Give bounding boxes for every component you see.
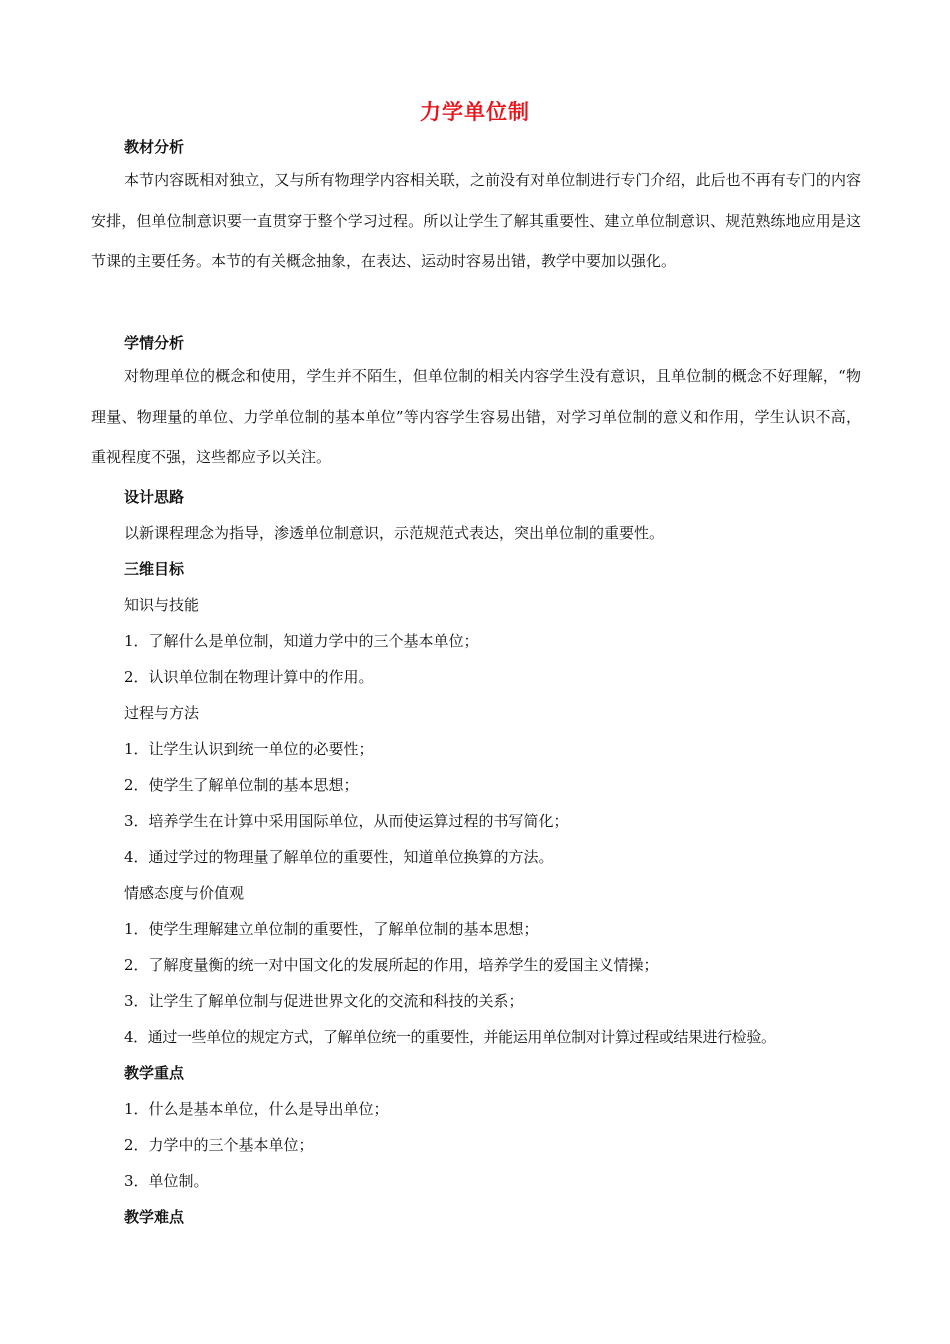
- paragraph-student-analysis: 对物理单位的概念和使用，学生并不陌生，但单位制的相关内容学生没有意识，且单位制的概念不好理解，“物理量、物理量的单位、力学单位制的基本单位”等内容学生容易出错，对学习单位制的意义和作用，学生认识不高，重视程度不强，这些都应予以关注。: [91, 367, 861, 466]
- heading-textbook-analysis: 教材分析: [124, 138, 185, 156]
- list-item: 2．认识单位制在物理计算中的作用。: [124, 668, 374, 686]
- heading-design-idea: 设计思路: [124, 488, 185, 506]
- list-item: 1．了解什么是单位制，知道力学中的三个基本单位；: [124, 632, 479, 650]
- list-item: 1．什么是基本单位，什么是导出单位；: [124, 1100, 389, 1118]
- subheading-process-method: 过程与方法: [124, 704, 200, 722]
- list-item: 4．通过一些单位的规定方式，了解单位统一的重要性，并能运用单位制对计算过程或结果进行检验。: [124, 1028, 776, 1046]
- heading-student-analysis: 学情分析: [124, 334, 185, 352]
- paragraph-design-idea: 以新课程理念为指导，渗透单位制意识，示范规范式表达，突出单位制的重要性。: [124, 524, 665, 542]
- heading-three-goals: 三维目标: [124, 560, 185, 578]
- list-item: 2．使学生了解单位制的基本思想；: [124, 776, 359, 794]
- subheading-knowledge-skills: 知识与技能: [124, 596, 200, 614]
- list-item: 2．力学中的三个基本单位；: [124, 1136, 314, 1154]
- list-item: 3．让学生了解单位制与促进世界文化的交流和科技的关系；: [124, 992, 524, 1010]
- list-item: 1．使学生理解建立单位制的重要性，了解单位制的基本思想；: [124, 920, 539, 938]
- list-item: 1．让学生认识到统一单位的必要性；: [124, 740, 374, 758]
- list-item: 4．通过学过的物理量了解单位的重要性，知道单位换算的方法。: [124, 848, 554, 866]
- list-item: 2．了解度量衡的统一对中国文化的发展所起的作用，培养学生的爱国主义情操；: [124, 956, 659, 974]
- paragraph-textbook-analysis: 本节内容既相对独立，又与所有物理学内容相关联，之前没有对单位制进行专门介绍，此后也不再有专门的内容安排，但单位制意识要一直贯穿于整个学习过程。所以让学生了解其重要性、建立单位制意识、规范熟练地应用是这节课的主要任务。本节的有关概念抽象，在表达、运动时容易出错，教学中要加以强化。: [91, 171, 861, 270]
- heading-teaching-key-points: 教学重点: [124, 1064, 185, 1082]
- heading-teaching-difficulties: 教学难点: [124, 1208, 185, 1226]
- page-title: 力学单位制: [420, 100, 530, 124]
- subheading-emotion-values: 情感态度与价值观: [124, 884, 245, 902]
- list-item: 3．单位制。: [124, 1172, 209, 1190]
- list-item: 3．培养学生在计算中采用国际单位，从而使运算过程的书写简化；: [124, 812, 569, 830]
